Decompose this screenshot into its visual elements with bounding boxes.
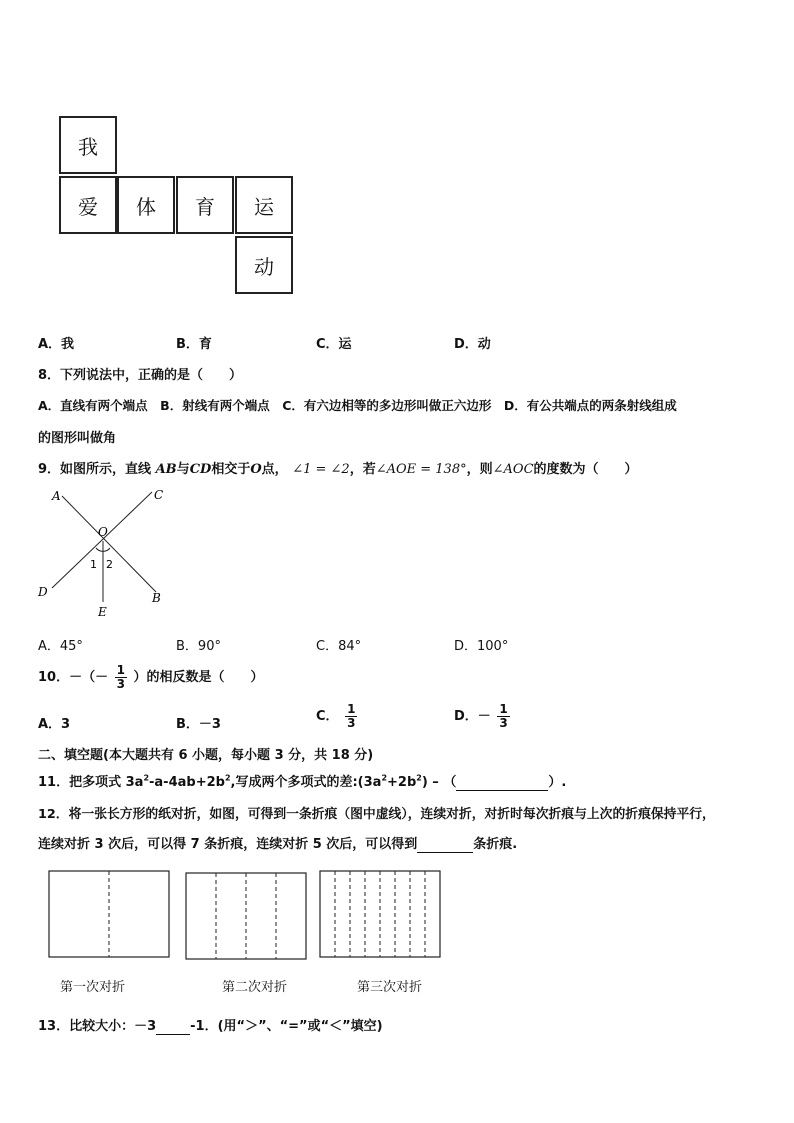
q10-option-d-fraction (497, 703, 509, 730)
q12-line2 (38, 833, 517, 853)
q10-option-d-den: 3 (499, 716, 508, 730)
q13-text: 13．比较大小：－3 (38, 1019, 157, 1034)
q11-text: +2b (387, 775, 417, 790)
q9-angle-aoe: ∠AOE = 138° (375, 462, 467, 477)
fold-figure-1 (48, 870, 170, 958)
net-cell-6: 动 (235, 236, 293, 294)
q9-stem-part: 与 (176, 462, 190, 477)
q9-option-c: C．84° (316, 639, 362, 654)
label-a: A (52, 489, 61, 503)
q10-option-c-den: 3 (347, 716, 356, 730)
q9-option-d: D．100° (454, 639, 509, 654)
q7-option-d: D．动 (454, 337, 491, 352)
q12-line2-text: 条折痕. (473, 837, 518, 852)
q8-stem: 8．下列说法中，正确的是（ ） (38, 368, 243, 383)
q10-option-c-num: 1 (347, 702, 356, 716)
q10-option-b: B．－3 (176, 717, 221, 732)
q13-answer-blank[interactable] (156, 1019, 190, 1035)
q11-text: ) – （ (421, 775, 457, 790)
q10-option-c-label: C． (316, 709, 339, 724)
q11-text: ,写成两个多项式的差:(3a (230, 775, 382, 790)
q10-fraction (115, 664, 127, 691)
q9-stem-part: 的度数为（ ） (533, 462, 638, 477)
fold-figure-3 (319, 870, 441, 958)
line-ab (62, 496, 156, 592)
q13-stem (38, 1015, 383, 1035)
label-angle-1: 1 (90, 558, 97, 571)
label-d: D (38, 585, 48, 599)
q9-option-b: B．90° (176, 639, 221, 654)
intersecting-lines-figure (30, 484, 180, 624)
q11-text: 11．把多项式 3a (38, 775, 144, 790)
q12-answer-blank[interactable] (417, 837, 473, 853)
q7-option-a: A．我 (38, 337, 75, 352)
q8-options-line2: 的图形叫做角 (38, 431, 117, 446)
fold-caption-2: 第二次对折 (222, 980, 288, 995)
label-angle-2: 2 (106, 558, 113, 571)
q9-point-o: O (250, 462, 262, 477)
label-b: B (152, 591, 161, 605)
q10-option-d-label: D．－ (454, 709, 491, 724)
q10-number: 10． (38, 670, 70, 685)
net-cell-2: 爱 (59, 176, 117, 234)
q11-sup: 2 (381, 773, 388, 783)
q9-line-cd: CD (189, 462, 212, 477)
net-cell-3: 体 (117, 176, 175, 234)
q12-line1: 12．将一张长方形的纸对折，如图，可得到一条折痕（图中虚线），连续对折，对折时每次折痕与上次的折痕保持平行， (38, 807, 715, 822)
fold-caption-1: 第一次对折 (60, 980, 126, 995)
q10-option-d-num: 1 (499, 702, 508, 716)
q7-option-b: B．育 (176, 337, 212, 352)
q10-prefix: －（－ (69, 670, 109, 685)
q9-stem-part: ，则 (466, 462, 493, 477)
label-c: C (154, 488, 164, 502)
q9-number: 9． (38, 462, 61, 477)
q7-option-c: C．运 (316, 337, 352, 352)
q9-line-ab: AB (155, 462, 177, 477)
q12-line2-text: 连续对折 3 次后，可以得 7 条折痕，连续对折 5 次后，可以得到 (38, 837, 418, 852)
q9-stem (38, 458, 638, 477)
q9-angle-equality: ∠1 = ∠2 (292, 462, 350, 477)
q10-option-c (316, 703, 359, 730)
q11-answer-blank[interactable] (456, 775, 548, 791)
q10-frac-num: 1 (116, 663, 125, 677)
line-cd (52, 492, 152, 588)
q11-sup: 2 (416, 773, 422, 783)
net-cell-1: 我 (59, 116, 117, 174)
net-cell-5: 运 (235, 176, 293, 234)
q11-text: -a-4ab+2b (149, 775, 225, 790)
q10-option-c-fraction (345, 703, 357, 730)
q9-option-a: A．45° (38, 639, 83, 654)
q11-text: ）. (548, 775, 567, 790)
q9-stem-part: 如图所示，直线 (60, 462, 152, 477)
q9-angle-aoc: ∠AOC (492, 462, 534, 477)
q10-option-d (454, 703, 512, 730)
q11-sup: 2 (224, 773, 231, 783)
label-o: O (98, 525, 108, 539)
q10-stem (38, 664, 264, 691)
label-e: E (98, 605, 107, 619)
q10-frac-den: 3 (116, 677, 125, 691)
q9-stem-part: 相交于 (211, 462, 251, 477)
q9-stem-part: ，若 (349, 462, 376, 477)
q9-stem-part: 点， (261, 462, 288, 477)
net-cell-4: 育 (176, 176, 234, 234)
q10-suffix: ）的相反数是（ ） (133, 670, 264, 685)
q11-stem (38, 771, 566, 791)
q10-option-a: A．3 (38, 717, 71, 732)
q13-text: -1．(用“＞”、“=”或“＜”填空) (190, 1019, 383, 1034)
fold-figure-2 (185, 872, 307, 960)
fold-caption-3: 第三次对折 (357, 980, 423, 995)
q11-sup: 2 (143, 773, 150, 783)
section-2-title: 二、填空题(本大题共有 6 小题，每小题 3 分，共 18 分) (38, 748, 374, 763)
q8-options-line1: A．直线有两个端点 B．射线有两个端点 C．有六边相等的多边形叫做正六边形 D．有公共端点的两条射线组成 (38, 398, 677, 413)
